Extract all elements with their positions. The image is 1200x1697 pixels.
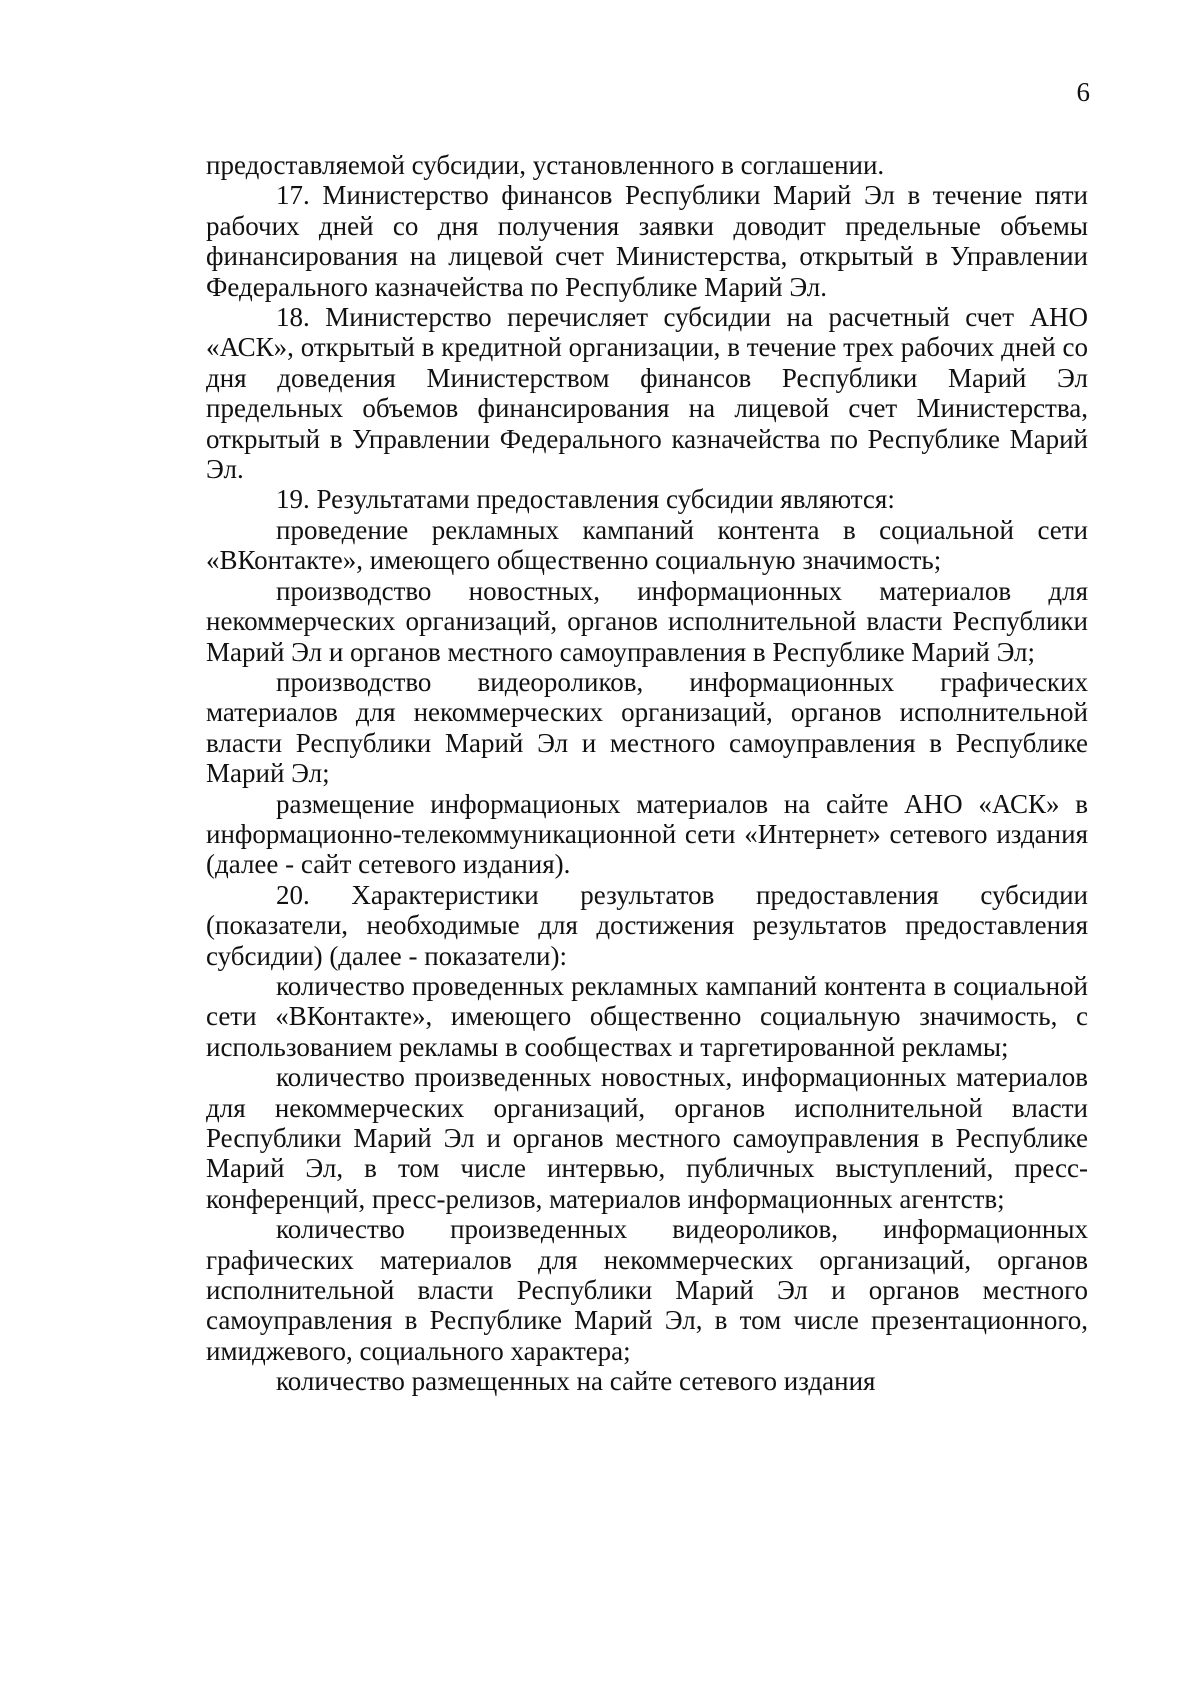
paragraph-indicator-news: количество произведенных новостных, информационных материалов для некоммерческих организаций, органов исполнительной власти Республики Марий Эл и органов местного самоуправления в Республике Марий Эл, в том числе интервью, публичных выступлений, пресс-конференций, пресс-релизов, материалов информационных агентств; [206, 1062, 1088, 1214]
paragraph-item-20: 20. Характеристики результатов предоставления субсидии (показатели, необходимые для достижения результатов предоставления субсидии) (далее - показатели): [206, 879, 1088, 971]
paragraph-indicator-videos: количество произведенных видеороликов, информационных графических материалов для некоммерческих организаций, органов исполнительной власти Республики Марий Эл и органов местного самоуправления в Республике Марий Эл, в том числе презентационного, имиджевого, социального характера; [206, 1214, 1088, 1366]
paragraph-indicator-campaigns: количество проведенных рекламных кампаний контента в социальной сети «ВКонтакте», имеющего общественно социальную значимость, с использованием рекламы в сообществах и таргетированной рекламы; [206, 970, 1088, 1062]
paragraph-item-19: 19. Результатами предоставления субсидии являются: [276, 484, 895, 515]
paragraph-result-videos: производство видеороликов, информационных графических материалов для некоммерческих организаций, органов исполнительной власти Республики Марий Эл и местного самоуправления в Республике Марий Эл; [206, 666, 1088, 789]
document-body [206, 150, 1088, 1397]
paragraph-indicator-website: количество размещенных на сайте сетевого издания [276, 1366, 876, 1397]
page-number: 6 [1076, 77, 1090, 107]
paragraph-item-18: 18. Министерство перечисляет субсидии на расчетный счет АНО «АСК», открытый в кредитной организации, в течение трех рабочих дней со дня доведения Министерством финансов Республики Марий Эл предельных объемов финансирования на лицевой счет Министерства, открытый в Управлении Федерального казначейства по Республике Марий Эл. [206, 302, 1088, 485]
paragraph-continuation: предоставляемой субсидии, установленного в соглашении. [206, 150, 885, 180]
paragraph-result-news-materials: производство новостных, информационных материалов для некоммерческих организаций, органов исполнительной власти Республики Марий Эл и органов местного самоуправления в Республике Марий Эл; [206, 575, 1088, 667]
paragraph-item-17: 17. Министерство финансов Республики Марий Эл в течение пяти рабочих дней со дня получения заявки доводит предельные объемы финансирования на лицевой счет Министерства, открытый в Управлении Федерального казначейства по Республике Марий Эл. [206, 180, 1088, 302]
paragraph-result-website: размещение информационых материалов на сайте АНО «АСК» в информационно-телекоммуникационной сети «Интернет» сетевого издания (далее - сайт сетевого издания). [206, 788, 1088, 880]
paragraph-result-advertising: проведение рекламных кампаний контента в социальной сети «ВКонтакте», имеющего общественно социальную значимость; [206, 514, 1088, 576]
